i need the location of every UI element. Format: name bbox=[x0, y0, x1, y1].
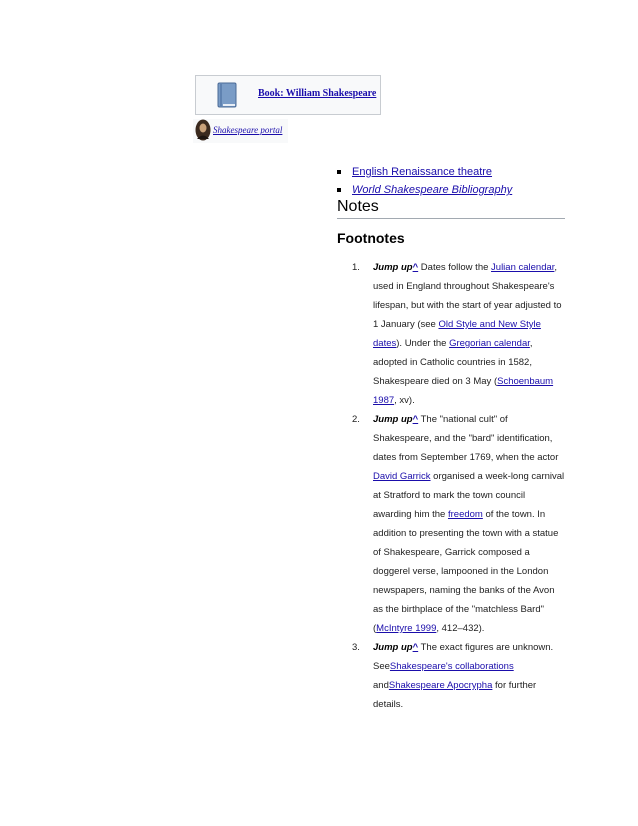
portal-box bbox=[193, 119, 288, 143]
footnote-text: Dates follow the bbox=[418, 262, 492, 273]
footnote-link[interactable]: freedom bbox=[447, 509, 483, 520]
book-icon bbox=[216, 82, 238, 108]
list-item bbox=[337, 184, 512, 196]
footnote-link[interactable]: Schoenbaum 1987 bbox=[373, 376, 554, 406]
footnote-item bbox=[337, 638, 565, 714]
footnote-text: , 412–432). bbox=[436, 623, 485, 634]
footnote-link[interactable]: McIntyre 1999 bbox=[376, 623, 437, 634]
footnote-item bbox=[337, 258, 565, 410]
footnote-item bbox=[337, 410, 565, 638]
footnote-text: of the town. In addition to presenting the town with a statue of Shakespeare, Garrick composed a doggerel verse, lampooned in the London newspapers, naming the banks of the Avon as the birthplace of the "matchless Bard" ( bbox=[373, 509, 559, 634]
jump-up-label: Jump up bbox=[373, 642, 413, 653]
footnote-text: The "national cult" of Shakespeare, and the "bard" identification, dates from September 1769, when the actor bbox=[373, 414, 559, 463]
portal-link[interactable]: Shakespeare portal bbox=[213, 125, 283, 135]
portrait-icon bbox=[195, 119, 211, 141]
footnote-number: 1. bbox=[352, 262, 360, 273]
jump-up-link[interactable]: ^ bbox=[412, 642, 419, 653]
list-item bbox=[337, 166, 492, 178]
footnote-text: ). Under the bbox=[396, 338, 450, 349]
footnote-link[interactable]: David Garrick bbox=[373, 471, 431, 482]
jump-up-link[interactable]: ^ bbox=[412, 262, 419, 273]
footnote-link[interactable]: Shakespeare's collaborations bbox=[389, 661, 514, 672]
footnote-text: , used in England throughout Shakespeare's lifespan, but with the start of year adjusted to 1 January (see bbox=[373, 262, 562, 330]
notes-heading: Notes bbox=[337, 198, 565, 219]
see-also-link[interactable]: World Shakespeare Bibliography bbox=[352, 184, 513, 196]
jump-up-link[interactable]: ^ bbox=[412, 414, 419, 425]
footnote-text: organised a week-long carnival at Stratford to mark the town council awarding him the bbox=[373, 471, 565, 520]
footnote-text: The exact figures are unknown. See bbox=[373, 642, 554, 672]
footnote-link[interactable]: Shakespeare Apocrypha bbox=[388, 680, 493, 691]
book-link[interactable]: Book: William Shakespeare bbox=[258, 88, 377, 99]
footnote-link[interactable]: Old Style and New Style dates bbox=[373, 319, 541, 349]
jump-up-label: Jump up bbox=[373, 262, 413, 273]
footnote-link[interactable]: Gregorian calendar bbox=[449, 338, 530, 349]
footnote-text: , xv). bbox=[394, 395, 415, 406]
footnotes-heading: Footnotes bbox=[337, 230, 405, 246]
bullet-icon bbox=[337, 188, 341, 192]
footnote-text: for further details. bbox=[373, 680, 537, 710]
footnote-text: and bbox=[373, 680, 389, 691]
bullet-icon bbox=[337, 170, 341, 174]
book-box bbox=[195, 75, 381, 115]
footnote-list bbox=[337, 258, 565, 714]
footnote-number: 3. bbox=[352, 642, 360, 653]
footnote-number: 2. bbox=[352, 414, 360, 425]
see-also-link[interactable]: English Renaissance theatre bbox=[352, 166, 493, 178]
jump-up-label: Jump up bbox=[373, 414, 413, 425]
footnote-link[interactable]: Julian calendar bbox=[491, 262, 555, 273]
footnote-text: , adopted in Catholic countries in 1582, Shakespeare died on 3 May ( bbox=[373, 338, 533, 387]
